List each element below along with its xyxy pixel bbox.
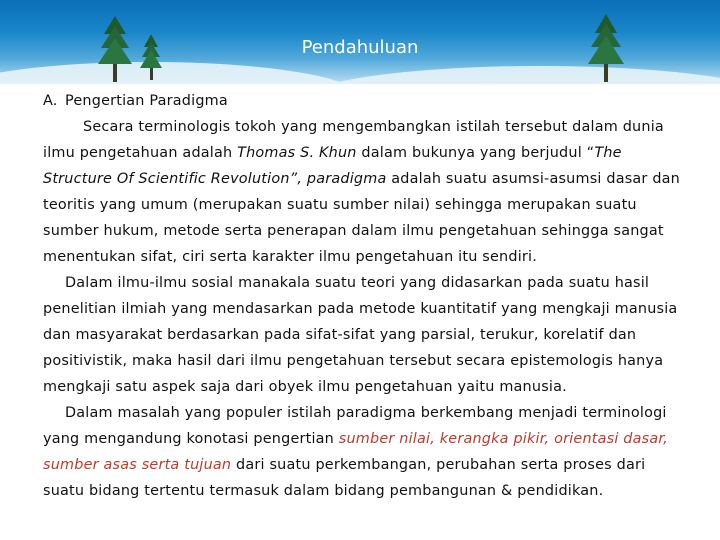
paragraph-line: sumber hukum, metode serta penerapan dalam ilmu pengetahuan sehingga sangat [43,223,664,239]
author-name: Thomas S. Khun [237,145,357,161]
paragraph-line: Dalam ilmu-ilmu sosial manakala suatu teori yang didasarkan pada suatu hasil [65,275,650,291]
section-marker: A. [43,93,58,109]
paragraph-line: dan masyarakat berdasarkan pada sifat-sifat yang parsial, terukur, korelatif dan [43,327,637,343]
text-run: adalah suatu asumsi-asumsi dasar dan [386,171,681,187]
section-heading [43,88,708,114]
paragraph-line: teoritis yang umum (merupakan suatu sumber nilai) sehingga merupakan suatu [43,197,637,213]
page-title: Pendahuluan [301,37,419,58]
paragraph-line: penelitian ilmiah yang mendasarkan pada metode kuantitatif yang mengkaji manusia [43,301,678,317]
paragraph-1 [43,114,708,270]
paragraph-line: suatu bidang tertentu termasuk dalam bidang pembangunan & pendidikan. [43,483,604,499]
paragraph-line: menentukan sifat, ciri serta karakter ilmu pengetahuan itu sendiri. [43,249,538,265]
paragraph-line: positivistik, maka hasil dari ilmu pengetahuan tersebut secara epistemologis hanya [43,353,664,369]
paragraph-line: Secara terminologis tokoh yang mengembangkan istilah tersebut dalam dunia [83,119,664,135]
paragraph-2 [43,270,708,400]
book-title-start: The [594,145,622,161]
header-hill-left [0,62,360,84]
text-run: dalam bukunya yang berjudul “ [356,145,595,161]
highlighted-terms: sumber nilai, kerangka pikir, orientasi dasar, [338,431,668,447]
paragraph-line [43,166,708,192]
paragraph-line [43,452,708,478]
slide-header-banner [0,0,720,84]
section-heading-text: Pengertian Paradigma [65,93,228,109]
paragraph-line [43,426,708,452]
text-run: ilmu pengetahuan adalah [43,145,238,161]
book-title-rest: Structure Of Scientific Revolution”, paradigma [43,171,387,187]
text-run: dari suatu perkembangan, perubahan serta proses dari [231,457,646,473]
paragraph-line: Dalam masalah yang populer istilah paradigma berkembang menjadi terminologi [65,405,667,421]
text-run: yang mengandung konotasi pengertian [43,431,339,447]
paragraph-line [43,140,708,166]
slide-body [43,88,708,504]
paragraph-line: mengkaji satu aspek saja dari obyek ilmu pengetahuan yaitu manusia. [43,379,567,395]
highlighted-terms: sumber asas serta tujuan [43,457,232,473]
header-hill-right [300,66,720,84]
paragraph-3 [43,400,708,504]
